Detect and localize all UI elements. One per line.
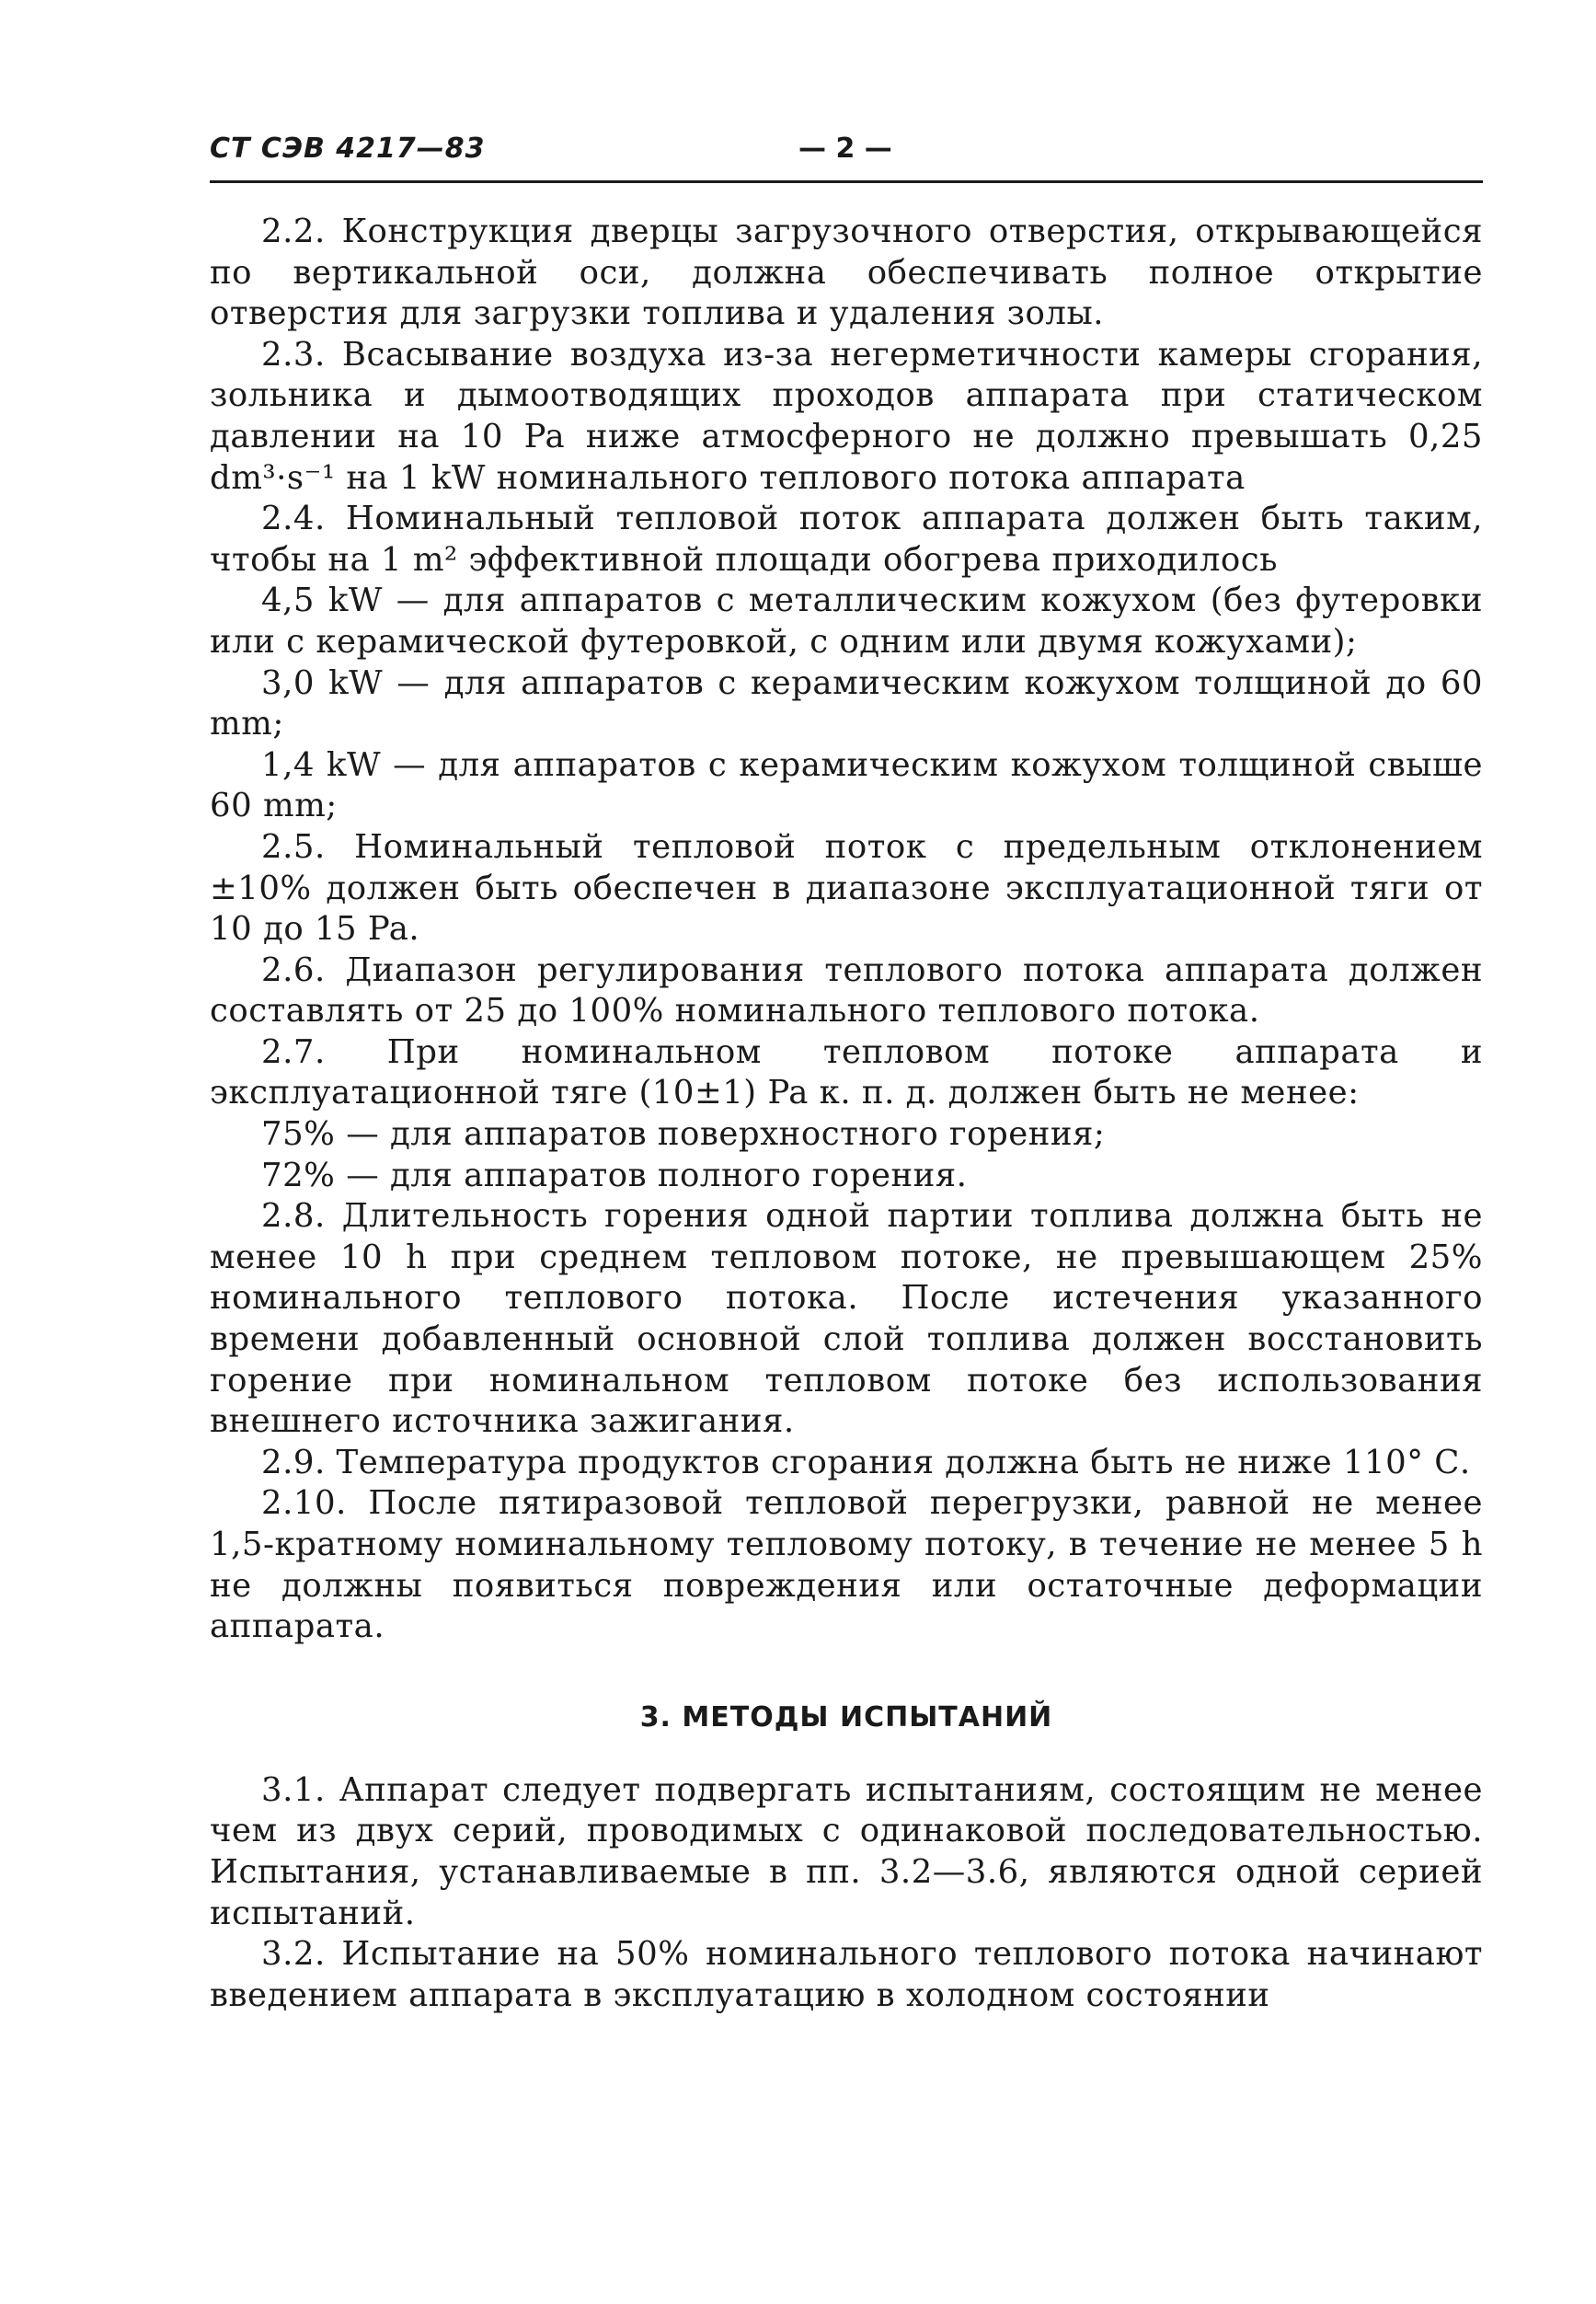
paragraph-3-2: 3.2. Испытание на 50% номинального теплового потока начинают введением аппарата в эксплуатацию в холодном состоянии bbox=[210, 1935, 1483, 2014]
document-body bbox=[210, 212, 1483, 2016]
list-item-ceramic-thick: 1,4 kW — для аппаратов с керамическим кожухом толщиной свыше 60 mm; bbox=[210, 745, 1483, 825]
paragraph-2-5: 2.5. Номинальный тепловой поток с предельным отклонением ±10% должен быть обеспечен в диапазоне эксплуатационной тяги от 10 до 15 Pa. bbox=[210, 827, 1483, 949]
paragraph-2-3: 2.3. Всасывание воздуха из-за негерметичности камеры сгорания, зольника и дымоотводящих проходов аппарата при статическом давлении на 10 Pa ниже атмосферного не должно превышать 0,25 dm³·s⁻¹ на 1 kW номинального теплового потока аппарата bbox=[210, 335, 1483, 497]
list-item-surface-combustion: 75% — для аппаратов поверхностного горения; bbox=[261, 1115, 1106, 1154]
page-header bbox=[210, 129, 1483, 177]
paragraph-2-2: 2.2. Конструкция дверцы загрузочного отверстия, открывающейся по вертикальной оси, должна обеспечивать полное открытие отверстия для загрузки топлива и удаления золы. bbox=[210, 213, 1483, 333]
list-item-full-combustion: 72% — для аппаратов полного горения. bbox=[261, 1156, 968, 1194]
standard-code: СТ СЭВ 4217—83 bbox=[210, 132, 486, 165]
paragraph-2-8: 2.8. Длительность горения одной партии топлива должна быть не менее 10 h при среднем тепловом потоке, не превышающем 25% номинального теплового потока. После истечения указанного времени добавленный основной слой топлива должен восстановить горение при номинальном тепловом потоке без использования внешнего источника зажигания. bbox=[210, 1197, 1483, 1441]
list-item-metal-casing: 4,5 kW — для аппаратов с металлическим кожухом (без футеровки или с керамической футеровкой, с одним или двумя кожухами); bbox=[210, 582, 1483, 661]
section-3-title: 3. МЕТОДЫ ИСПЫТАНИЙ bbox=[639, 1700, 1053, 1734]
paragraph-2-6: 2.6. Диапазон регулирования теплового потока аппарата должен составлять от 25 до 100% номинального теплового потока. bbox=[210, 950, 1483, 1031]
list-item-ceramic-thin: 3,0 kW — для аппаратов с керамическим кожухом толщиной до 60 mm; bbox=[210, 663, 1483, 743]
paragraph-2-7: 2.7. При номинальном тепловом потоке аппарата и эксплуатационной тяге (10±1) Pa к. п. д. должен быть не менее: bbox=[210, 1032, 1483, 1112]
paragraph-2-9: 2.9. Температура продуктов сгорания должна быть не ниже 110° С. bbox=[261, 1443, 1471, 1481]
paragraph-3-1: 3.1. Аппарат следует подвергать испытаниям, состоящим не менее чем из двух серий, проводимых с одинаковой последовательностью. Испытания, устанавливаемые в пп. 3.2—3.6, являются одной серией испытаний. bbox=[210, 1770, 1483, 1932]
paragraph-2-4: 2.4. Номинальный тепловой поток аппарата должен быть таким, чтобы на 1 m² эффективной площади обогрева приходилось bbox=[210, 500, 1483, 579]
paragraph-2-10: 2.10. После пятиразовой тепловой перегрузки, равной не менее 1,5-кратному номинальному тепловому потоку, в течение не менее 5 h не должны появиться повреждения или остаточные деформации аппарата. bbox=[210, 1484, 1483, 1646]
page-number: — 2 — bbox=[798, 132, 892, 165]
header-rule bbox=[210, 180, 1483, 183]
